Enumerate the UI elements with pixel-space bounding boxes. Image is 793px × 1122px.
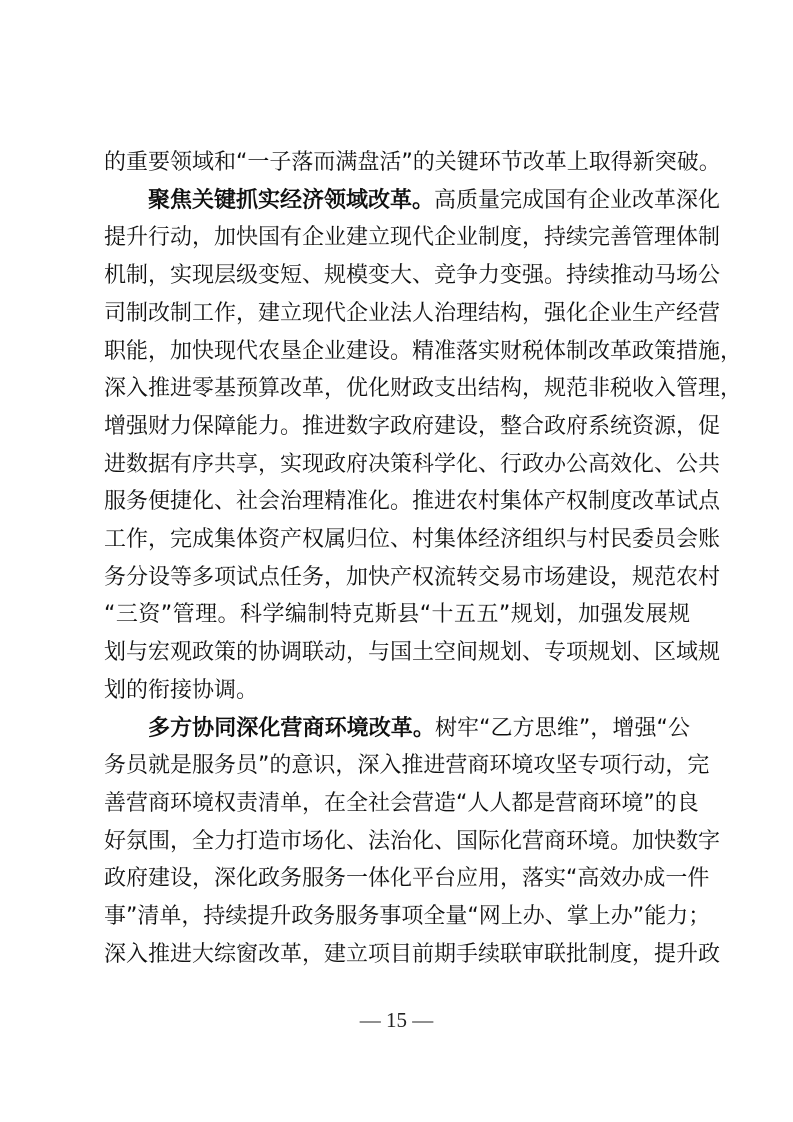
paragraph-text: 树牢“乙方思维”，增强“公 bbox=[434, 715, 690, 741]
paragraph-line: 增强财力保障能力。推进数字政府建设，整合政府系统资源，促 bbox=[104, 413, 721, 439]
paragraph-line: 服务便捷化、社会治理精准化。推进农村集体产权制度改革试点 bbox=[104, 489, 721, 515]
paragraph-line: 进数据有序共享，实现政府决策科学化、行政办公高效化、公共 bbox=[104, 451, 721, 477]
section-heading-economic-reform: 聚焦关键抓实经济领域改革。 bbox=[148, 187, 435, 213]
paragraph-line: 司制改制工作，建立现代企业法人治理结构，强化企业生产经营 bbox=[104, 300, 721, 326]
paragraph-line: 政府建设，深化政务服务一体化平台应用，落实“高效办成一件 bbox=[104, 866, 710, 892]
section-heading-business-environment: 多方协同深化营商环境改革。 bbox=[148, 715, 435, 741]
paragraph-line: 务分设等多项试点任务，加快产权流转交易市场建设，规范农村 bbox=[104, 564, 721, 590]
paragraph-line bbox=[104, 710, 690, 748]
paragraph-line bbox=[104, 182, 721, 220]
paragraph-line: 事”清单，持续提升政务服务事项全量“网上办、掌上办”能力； bbox=[104, 904, 711, 930]
paragraph-line: 职能，加快现代农垦企业建设。精准落实财税体制改革政策措施， bbox=[104, 338, 743, 364]
paragraph-line: 划与宏观政策的协调联动，与国土空间规划、专项规划、区域规 bbox=[104, 640, 721, 666]
paragraph-line: 深入推进零基预算改革，优化财政支出结构，规范非税收入管理， bbox=[104, 376, 743, 402]
paragraph-line: “三资”管理。科学编制特克斯县“十五五”规划，加强发展规 bbox=[104, 602, 690, 628]
page-number: — 15 — bbox=[359, 1008, 434, 1032]
paragraph-line: 划的衔接协调。 bbox=[104, 677, 259, 703]
paragraph-line: 工作，完成集体资产权属归位、村集体经济组织与村民委员会账 bbox=[104, 527, 721, 553]
paragraph-line: 好氛围，全力打造市场化、法治化、国际化营商环境。加快数字 bbox=[104, 828, 721, 854]
paragraph-continuation-line: 的重要领域和“一子落而满盘活”的关键环节改革上取得新突破。 bbox=[104, 150, 721, 175]
paragraph-line: 机制，实现层级变短、规模变大、竞争力变强。持续推动马场公 bbox=[104, 263, 721, 289]
paragraph-line: 务员就是服务员”的意识，深入推进营商环境攻坚专项行动，完 bbox=[104, 753, 710, 779]
document-body bbox=[104, 144, 743, 973]
paragraph-line: 提升行动，加快国有企业建立现代企业制度，持续完善管理体制 bbox=[104, 225, 721, 251]
paragraph-text: 高质量完成国有企业改革深化 bbox=[434, 187, 721, 213]
paragraph-line: 深入推进大综窗改革，建立项目前期手续联审联批制度，提升政 bbox=[104, 941, 721, 967]
paragraph-line: 善营商环境权责清单，在全社会营造“人人都是营商环境”的良 bbox=[104, 790, 699, 816]
